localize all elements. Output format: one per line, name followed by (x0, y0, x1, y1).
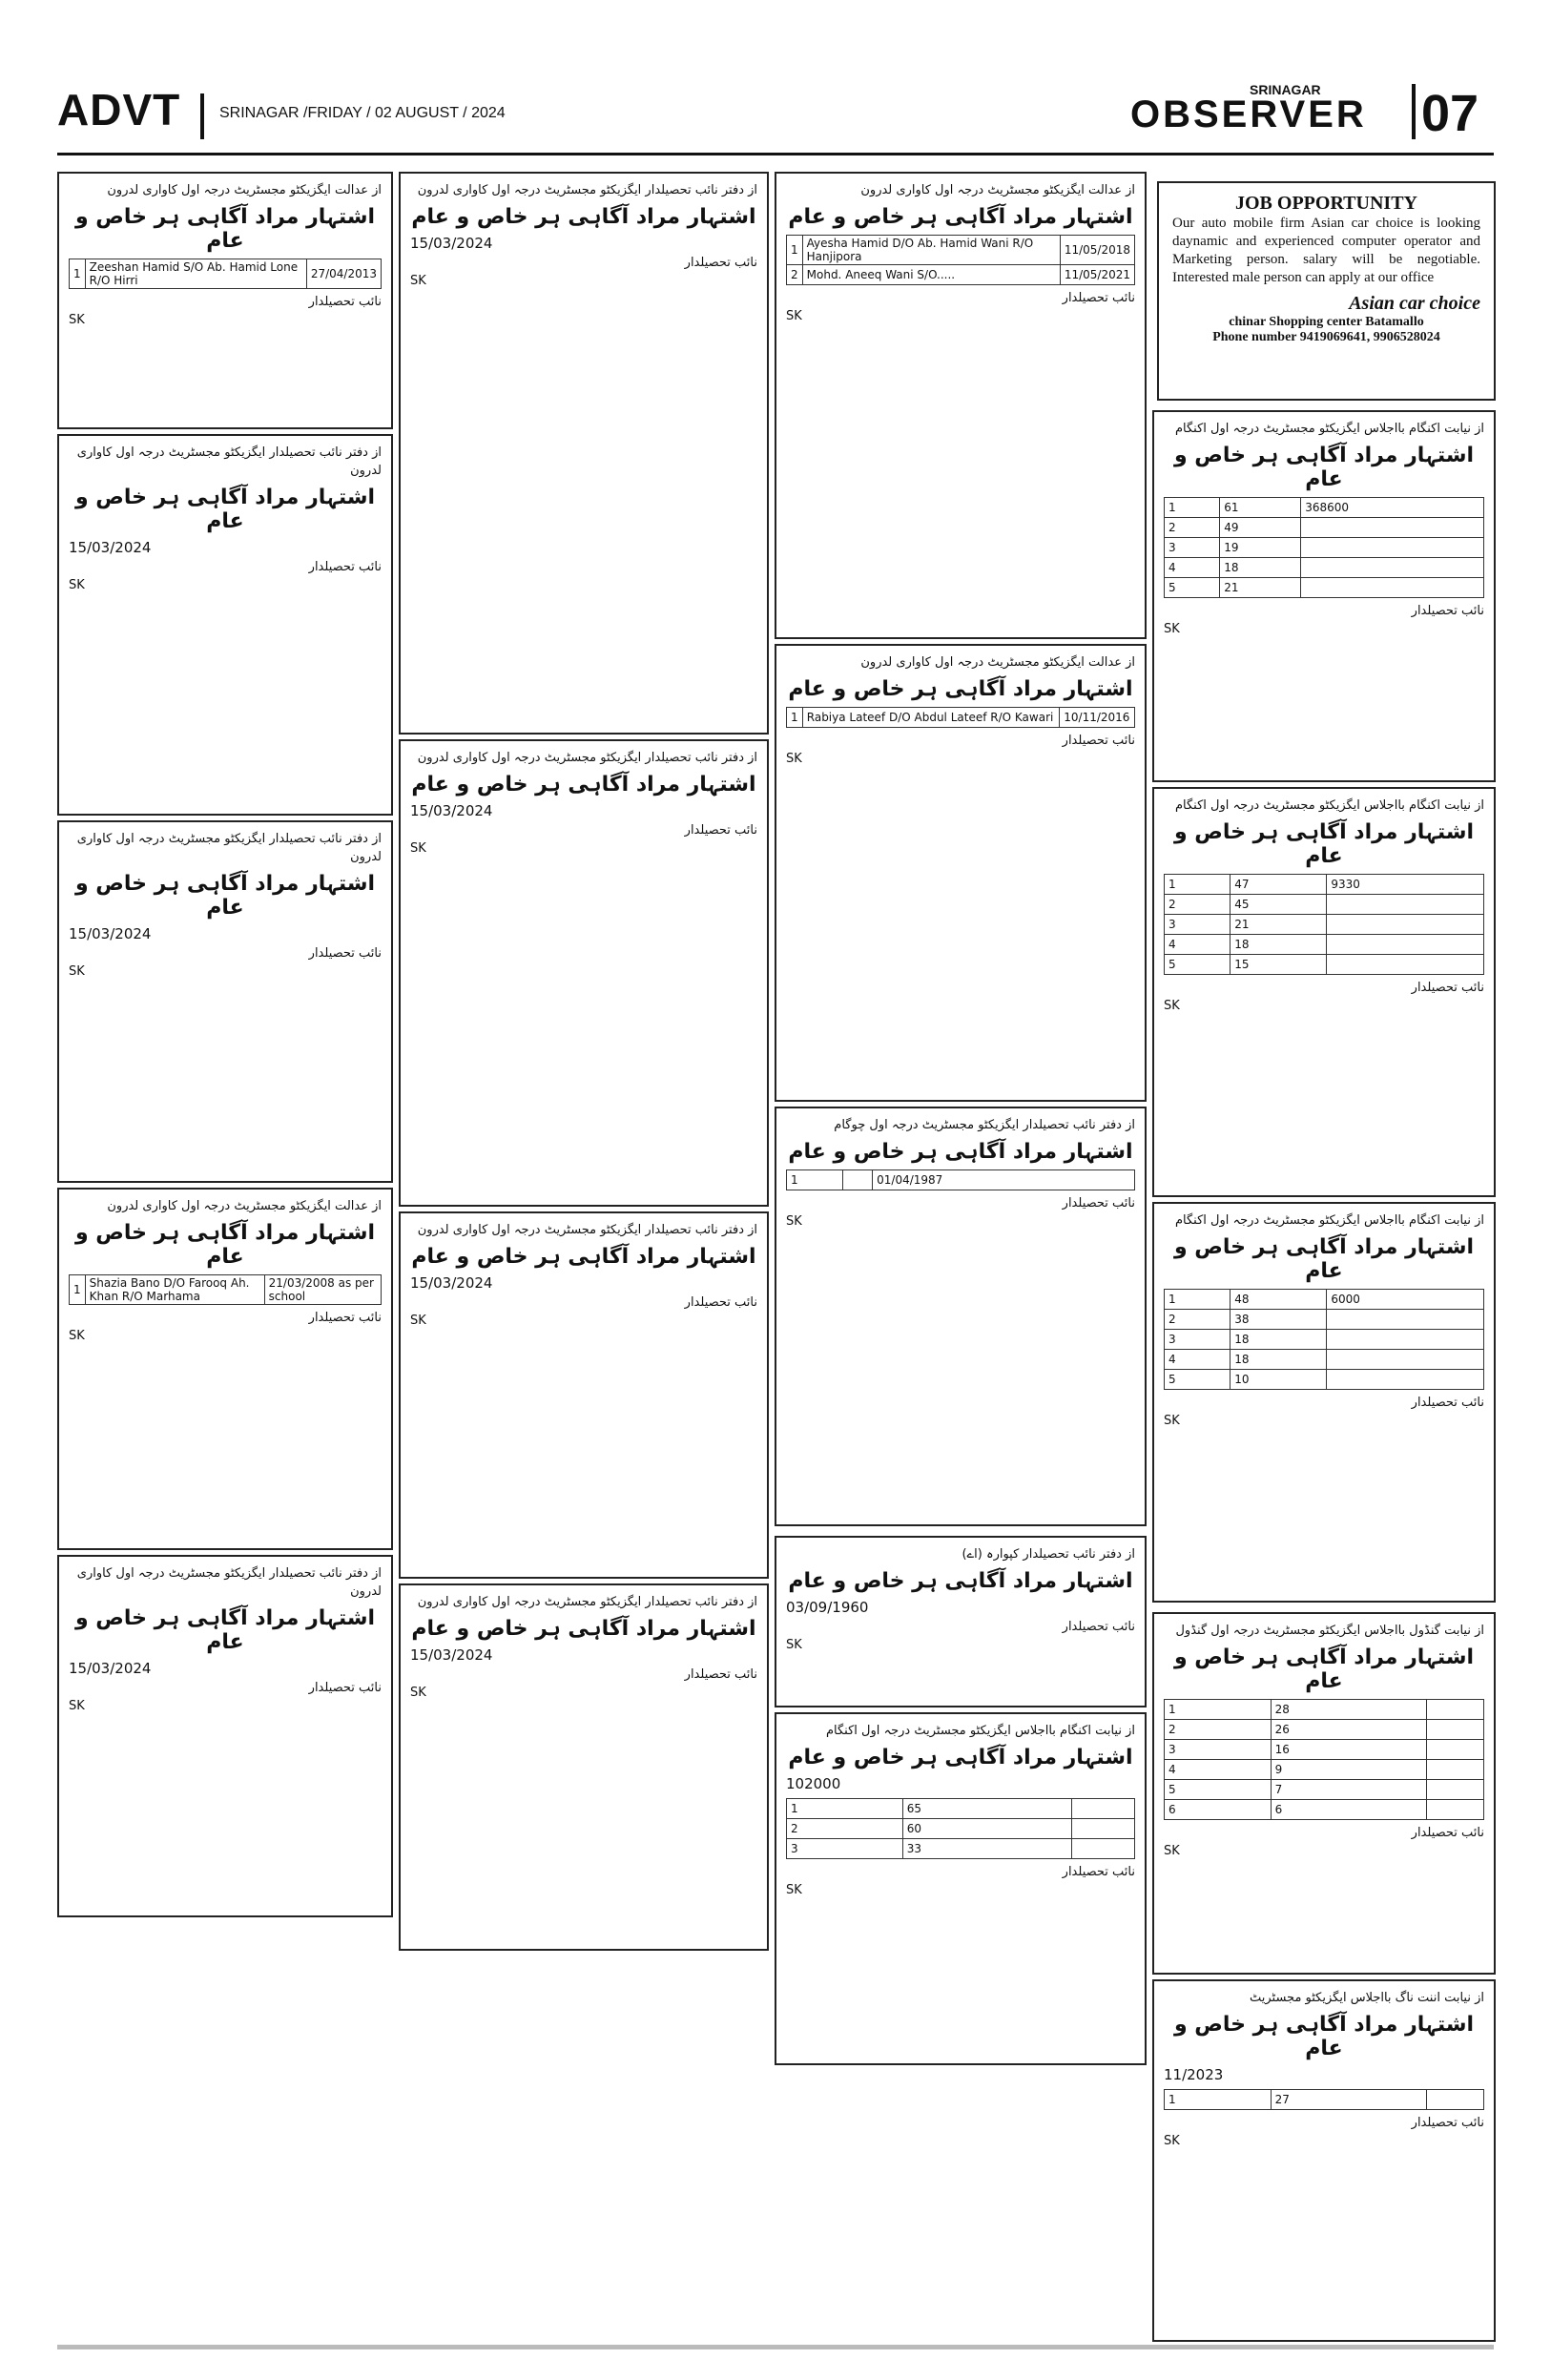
legal-notice (57, 820, 393, 1183)
table-row (787, 708, 1135, 728)
notice-heading: اشتہار مراد آگاہی ہر خاص و عام (788, 1569, 1133, 1593)
notice-intro: از دفتر نائب تحصیلدار ایگزیکٹو مجسٹریٹ درجہ اول کاواری لدرون (417, 183, 757, 197)
table-row (1165, 915, 1484, 935)
notice-heading: اشتہار مراد آگاہی ہر خاص و عام (74, 1221, 376, 1269)
notice-heading: اشتہار مراد آگاہی ہر خاص و عام (1173, 1645, 1475, 1693)
table-cell (1327, 935, 1484, 955)
notice-intro: از نیابت گنڈول بااجلاس ایگزیکٹو مجسٹریٹ درجہ اول گنڈول (1175, 1624, 1484, 1638)
notice-code: SK (410, 1686, 426, 1700)
notice-signature: نائب تحصیلدار (1062, 1620, 1135, 1634)
notice-table (69, 1274, 382, 1305)
table-cell: 1 (787, 1799, 903, 1819)
notice-code: SK (1164, 2134, 1180, 2148)
table-cell: 4 (1165, 935, 1230, 955)
table-cell: 19 (1220, 538, 1301, 558)
notice-date: 15/03/2024 (69, 1660, 152, 1677)
table-row (787, 236, 1135, 265)
table-cell: Mohd. Aneeq Wani S/O..... (802, 265, 1060, 285)
table-row (1165, 935, 1484, 955)
legal-notice (1152, 410, 1496, 782)
table-cell: 1 (787, 708, 803, 728)
notice-heading: اشتہار مراد آگاہی ہر خاص و عام (788, 205, 1133, 229)
notice-signature: نائب تحصیلدار (308, 946, 382, 961)
table-cell (1327, 1310, 1484, 1330)
table-cell: 16 (1271, 1740, 1426, 1760)
table-row (1165, 2090, 1484, 2110)
notice-table (1164, 2089, 1484, 2110)
notice-heading: اشتہار مراد آگاہی ہر خاص و عام (74, 1606, 376, 1654)
table-cell (1301, 518, 1484, 538)
notice-code: SK (410, 274, 426, 288)
table-cell: 6 (1165, 1800, 1272, 1820)
table-row (1165, 1330, 1484, 1350)
table-row (1165, 498, 1484, 518)
table-cell: 18 (1220, 558, 1301, 578)
table-cell: 49 (1220, 518, 1301, 538)
notice-table (786, 707, 1135, 728)
table-cell: 15 (1230, 955, 1327, 975)
notice-signature: نائب تحصیلدار (308, 560, 382, 574)
table-cell: 2 (1165, 1310, 1230, 1330)
table-row (70, 1275, 382, 1305)
legal-notice (775, 1107, 1147, 1526)
notice-intro: از دفتر نائب تحصیلدار ایگزیکٹو مجسٹریٹ درجہ اول کاواری لدرون (417, 751, 757, 765)
notice-intro: از دفتر نائب تحصیلدار ایگزیکٹو مجسٹریٹ درجہ اول کاواری لدرون (417, 1595, 757, 1609)
legal-notice (1152, 1979, 1496, 2342)
notice-heading: اشتہار مراد آگاہی ہر خاص و عام (411, 773, 756, 797)
table-cell (1072, 1819, 1135, 1839)
notice-code: SK (69, 1329, 85, 1343)
legal-notice (1152, 1202, 1496, 1603)
table-cell: 33 (902, 1839, 1072, 1859)
legal-notice (399, 1583, 769, 1951)
notice-code: SK (69, 964, 85, 979)
notice-code: SK (1164, 622, 1180, 636)
notice-date: 15/03/2024 (69, 539, 152, 556)
notice-date: 15/03/2024 (69, 925, 152, 942)
table-cell: 65 (902, 1799, 1072, 1819)
notice-code: SK (786, 1638, 802, 1652)
notice-signature: نائب تحصیلدار (1062, 734, 1135, 748)
notice-intro: از نیابت اننت ناگ بااجلاس ایگزیکٹو مجسٹریٹ (1249, 1991, 1484, 2005)
table-cell: 21 (1220, 578, 1301, 598)
table-cell: 5 (1165, 578, 1220, 598)
table-cell (1072, 1799, 1135, 1819)
table-row (1165, 1350, 1484, 1370)
masthead (57, 55, 1488, 141)
table-cell (1426, 1700, 1483, 1720)
table-cell: 5 (1165, 955, 1230, 975)
table-cell: 9330 (1327, 875, 1484, 895)
legal-notice (775, 644, 1147, 1102)
table-cell (1327, 915, 1484, 935)
notice-code: SK (786, 752, 802, 766)
legal-notice (1152, 1612, 1496, 1975)
notice-heading: اشتہار مراد آگاہی ہر خاص و عام (411, 1245, 756, 1269)
notice-signature: نائب تحصیلدار (1062, 291, 1135, 305)
table-cell: 61 (1220, 498, 1301, 518)
job-body: Our auto mobile firm Asian car choice is looking daynamic and experienced computer operator and Marketing person. salary will be negotiable. Interested male person can apply at our office (1172, 216, 1480, 285)
notice-code: SK (410, 1314, 426, 1328)
table-row (70, 259, 382, 289)
notice-code: SK (69, 313, 85, 327)
notice-heading: اشتہار مراد آگاہی ہر خاص و عام (1173, 820, 1475, 868)
notice-table (1164, 874, 1484, 975)
dateline: SRINAGAR /FRIDAY / 02 AUGUST / 2024 (219, 105, 506, 121)
table-cell: 5 (1165, 1780, 1272, 1800)
notice-heading: اشتہار مراد آگاہی ہر خاص و عام (74, 205, 376, 253)
notice-date: 15/03/2024 (410, 235, 493, 252)
notice-code: SK (786, 1214, 802, 1229)
header-rule (57, 153, 1494, 155)
notice-date: 15/03/2024 (410, 802, 493, 819)
notice-heading: اشتہار مراد آگاہی ہر خاص و عام (1173, 1235, 1475, 1283)
table-cell: 3 (1165, 1330, 1230, 1350)
table-cell (842, 1170, 873, 1190)
table-row (1165, 578, 1484, 598)
table-cell: 2 (787, 265, 803, 285)
table-cell: 11/05/2021 (1060, 265, 1134, 285)
table-row (1165, 558, 1484, 578)
notice-intro: از دفتر نائب تحصیلدار کپوارہ (اے) (962, 1547, 1135, 1562)
notice-intro: از نیابت اکنگام بااجلاس ایگزیکٹو مجسٹریٹ درجہ اول اکنگام (1174, 798, 1484, 813)
table-cell (1327, 1370, 1484, 1390)
notice-code: SK (786, 1883, 802, 1897)
table-cell (1426, 1780, 1483, 1800)
table-cell: 47 (1230, 875, 1327, 895)
legal-notice (775, 1536, 1147, 1707)
table-row (1165, 895, 1484, 915)
table-cell: 27/04/2013 (306, 259, 381, 289)
table-cell: 45 (1230, 895, 1327, 915)
notice-table (1164, 1289, 1484, 1390)
table-row (787, 265, 1135, 285)
table-cell (1327, 895, 1484, 915)
notice-date: 03/09/1960 (786, 1599, 869, 1616)
table-row (787, 1170, 1135, 1190)
table-cell: 01/04/1987 (873, 1170, 1135, 1190)
table-cell (1426, 1760, 1483, 1780)
table-cell: 3 (1165, 1740, 1272, 1760)
job-company: Asian car choice (1349, 293, 1480, 314)
table-cell: 1 (1165, 498, 1220, 518)
table-row (787, 1799, 1135, 1819)
table-cell: 6 (1271, 1800, 1426, 1820)
table-cell: 2 (787, 1819, 903, 1839)
notice-signature: نائب تحصیلدار (308, 1311, 382, 1325)
table-cell: 18 (1230, 1350, 1327, 1370)
notice-heading: اشتہار مراد آگاہی ہر خاص و عام (74, 872, 376, 920)
notice-signature: نائب تحصیلدار (684, 256, 757, 270)
table-row (1165, 1700, 1484, 1720)
table-cell: 60 (902, 1819, 1072, 1839)
table-row (1165, 1800, 1484, 1820)
table-row (787, 1839, 1135, 1859)
table-cell: 1 (70, 259, 86, 289)
table-cell (1426, 2090, 1483, 2110)
notice-heading: اشتہار مراد آگاہی ہر خاص و عام (74, 486, 376, 533)
notice-signature: نائب تحصیلدار (1411, 981, 1484, 995)
table-cell: Ayesha Hamid D/O Ab. Hamid Wani R/O Hanjipora (802, 236, 1060, 265)
notice-signature: نائب تحصیلدار (684, 823, 757, 838)
table-cell (1072, 1839, 1135, 1859)
legal-notice (399, 1211, 769, 1579)
notice-intro: از نیابت اکنگام بااجلاس ایگزیکٹو مجسٹریٹ درجہ اول اکنگام (1174, 422, 1484, 436)
table-cell: 38 (1230, 1310, 1327, 1330)
table-cell: 28 (1271, 1700, 1426, 1720)
legal-notice (399, 739, 769, 1207)
notice-signature: نائب تحصیلدار (1062, 1196, 1135, 1211)
table-row (1165, 1740, 1484, 1760)
table-cell (1327, 1330, 1484, 1350)
notice-signature: نائب تحصیلدار (684, 1667, 757, 1682)
notice-intro: از عدالت ایگزیکٹو مجسٹریٹ درجہ اول کاواری لدرون (107, 183, 382, 197)
table-cell: 7 (1271, 1780, 1426, 1800)
notice-intro: از عدالت ایگزیکٹو مجسٹریٹ درجہ اول کاواری لدرون (860, 655, 1135, 670)
notice-code: SK (69, 1699, 85, 1713)
table-cell: 4 (1165, 1760, 1272, 1780)
notice-signature: نائب تحصیلدار (1411, 604, 1484, 618)
notice-signature: نائب تحصیلدار (1411, 2116, 1484, 2130)
table-cell: 6000 (1327, 1290, 1484, 1310)
legal-notice (775, 172, 1147, 639)
table-cell: 1 (70, 1275, 86, 1305)
legal-notice (57, 172, 393, 429)
table-cell: 1 (1165, 1290, 1230, 1310)
notice-signature: نائب تحصیلدار (1062, 1865, 1135, 1879)
notice-signature: نائب تحصیلدار (1411, 1396, 1484, 1410)
job-ad (1157, 181, 1496, 401)
table-cell: 5 (1165, 1370, 1230, 1390)
notice-heading: اشتہار مراد آگاہی ہر خاص و عام (788, 677, 1133, 701)
table-cell: 1 (787, 1170, 843, 1190)
notice-intro: از نیابت اکنگام بااجلاس ایگزیکٹو مجسٹریٹ درجہ اول اکنگام (825, 1724, 1135, 1738)
brand-logo: OBSERVER (1130, 93, 1367, 135)
table-cell (1426, 1800, 1483, 1820)
table-row (1165, 1760, 1484, 1780)
table-cell: 2 (1165, 1720, 1272, 1740)
section-label: ADVT (57, 85, 181, 135)
notice-code: SK (410, 841, 426, 856)
notice-amount: 102000 (786, 1775, 841, 1792)
table-cell: 26 (1271, 1720, 1426, 1740)
notice-table (1164, 497, 1484, 598)
table-cell (1327, 1350, 1484, 1370)
table-cell: 4 (1165, 1350, 1230, 1370)
table-row (1165, 1780, 1484, 1800)
table-cell: 4 (1165, 558, 1220, 578)
table-cell: 10 (1230, 1370, 1327, 1390)
notice-code: SK (1164, 1414, 1180, 1428)
notice-table (786, 235, 1135, 285)
notice-date: 15/03/2024 (410, 1274, 493, 1292)
table-row (1165, 1370, 1484, 1390)
table-cell: 368600 (1301, 498, 1484, 518)
table-cell: 27 (1271, 2090, 1426, 2110)
brand-city: SRINAGAR (1250, 82, 1321, 97)
notice-code: SK (1164, 1844, 1180, 1858)
notice-heading: اشتہار مراد آگاہی ہر خاص و عام (411, 1617, 756, 1641)
notice-table (786, 1169, 1135, 1190)
job-title: JOB OPPORTUNITY (1235, 193, 1417, 214)
table-cell (1301, 578, 1484, 598)
notice-date: 11/2023 (1164, 2066, 1224, 2083)
legal-notice (1152, 787, 1496, 1197)
table-cell: 48 (1230, 1290, 1327, 1310)
table-cell: 1 (787, 236, 803, 265)
notice-intro: از عدالت ایگزیکٹو مجسٹریٹ درجہ اول کاواری لدرون (860, 183, 1135, 197)
notice-signature: نائب تحصیلدار (308, 1681, 382, 1695)
table-cell: 10/11/2016 (1060, 708, 1135, 728)
table-cell: 2 (1165, 895, 1230, 915)
notice-intro: از نیابت اکنگام بااجلاس ایگزیکٹو مجسٹریٹ درجہ اول اکنگام (1174, 1213, 1484, 1228)
notice-code: SK (1164, 999, 1180, 1013)
table-cell (1301, 538, 1484, 558)
table-row (1165, 1720, 1484, 1740)
table-row (1165, 955, 1484, 975)
notice-intro: از عدالت ایگزیکٹو مجسٹریٹ درجہ اول کاواری لدرون (107, 1199, 382, 1213)
table-cell: 9 (1271, 1760, 1426, 1780)
table-cell: 18 (1230, 935, 1327, 955)
table-cell (1301, 558, 1484, 578)
table-cell: Shazia Bano D/O Farooq Ah. Khan R/O Marhama (85, 1275, 264, 1305)
job-phone: Phone number 9419069641, 9906528024 (1212, 330, 1440, 344)
notice-code: SK (69, 578, 85, 592)
notice-intro: از دفتر نائب تحصیلدار ایگزیکٹو مجسٹریٹ درجہ اول کاواری لدرون (76, 832, 382, 864)
notice-intro: از دفتر نائب تحصیلدار ایگزیکٹو مجسٹریٹ درجہ اول کاواری لدرون (417, 1223, 757, 1237)
legal-notice (57, 1555, 393, 1917)
notice-code: SK (786, 309, 802, 323)
table-row (1165, 538, 1484, 558)
notice-intro: از دفتر نائب تحصیلدار ایگزیکٹو مجسٹریٹ درجہ اول کاواری لدرون (76, 445, 382, 478)
table-cell: 3 (787, 1839, 903, 1859)
table-cell: Rabiya Lateef D/O Abdul Lateef R/O Kawari (802, 708, 1060, 728)
table-cell (1426, 1740, 1483, 1760)
job-location: chinar Shopping center Batamallo (1229, 315, 1424, 329)
notice-signature: نائب تحصیلدار (684, 1295, 757, 1310)
divider (1412, 84, 1416, 139)
table-cell: Zeeshan Hamid S/O Ab. Hamid Lone R/O Hirri (85, 259, 306, 289)
table-cell: 21 (1230, 915, 1327, 935)
legal-notice (57, 1188, 393, 1550)
table-row (787, 1819, 1135, 1839)
table-row (1165, 1310, 1484, 1330)
notice-table (786, 1798, 1135, 1859)
notice-heading: اشتہار مراد آگاہی ہر خاص و عام (1173, 2013, 1475, 2060)
table-row (1165, 1290, 1484, 1310)
table-cell: 21/03/2008 as per school (264, 1275, 381, 1305)
notice-heading: اشتہار مراد آگاہی ہر خاص و عام (788, 1746, 1133, 1769)
table-row (1165, 518, 1484, 538)
legal-notice (57, 434, 393, 816)
notice-date: 15/03/2024 (410, 1646, 493, 1664)
table-cell: 3 (1165, 915, 1230, 935)
table-cell: 11/05/2018 (1060, 236, 1134, 265)
notice-intro: از دفتر نائب تحصیلدار ایگزیکٹو مجسٹریٹ درجہ اول کاواری لدرون (76, 1566, 382, 1599)
table-cell (1327, 955, 1484, 975)
table-cell: 1 (1165, 1700, 1272, 1720)
table-cell: 1 (1165, 2090, 1272, 2110)
footer-rule (57, 2345, 1494, 2349)
table-cell: 1 (1165, 875, 1230, 895)
page-number: 07 (1421, 85, 1479, 142)
divider (200, 93, 204, 139)
notice-heading: اشتہار مراد آگاہی ہر خاص و عام (1173, 444, 1475, 491)
legal-notice (399, 172, 769, 735)
table-cell: 18 (1230, 1330, 1327, 1350)
table-row (1165, 875, 1484, 895)
table-cell (1426, 1720, 1483, 1740)
notice-heading: اشتہار مراد آگاہی ہر خاص و عام (788, 1140, 1133, 1164)
table-cell: 3 (1165, 538, 1220, 558)
notice-table (69, 259, 382, 289)
notice-heading: اشتہار مراد آگاہی ہر خاص و عام (411, 205, 756, 229)
legal-notice (775, 1712, 1147, 2065)
notice-signature: نائب تحصیلدار (308, 295, 382, 309)
notice-signature: نائب تحصیلدار (1411, 1826, 1484, 1840)
notice-intro: از دفتر نائب تحصیلدار ایگزیکٹو مجسٹریٹ درجہ اول چوگام (834, 1118, 1135, 1132)
notice-table (1164, 1699, 1484, 1820)
table-cell: 2 (1165, 518, 1220, 538)
